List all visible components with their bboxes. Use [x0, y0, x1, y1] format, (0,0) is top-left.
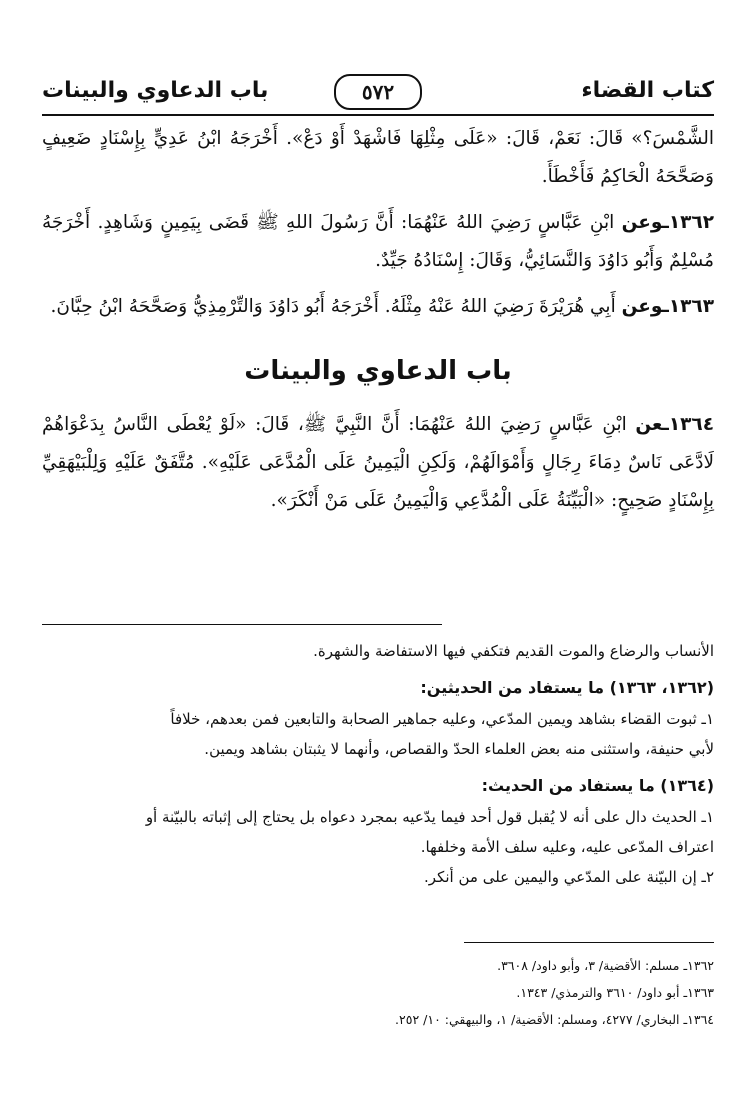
commentary-lead: الأنساب والرضاع والموت القديم فتكفي فيها الاستفاضة والشهرة.	[313, 642, 714, 660]
footnotes	[42, 952, 714, 1033]
footnotes-divider	[464, 942, 714, 943]
commentary-item: ٢ـ إن البيّنة على المدّعي واليمين على من أنكر.	[424, 868, 714, 886]
footnote: ١٣٦٣ـ أبو داود/ ٣٦١٠ والترمذي/ ١٣٤٣.	[516, 985, 714, 1000]
hadith-text: ابْنِ عَبَّاسٍ رَضِيَ اللهُ عَنْهُمَا: أَنَّ رَسُولَ اللهِ ﷺ قَضَى بِيَمِينٍ وَشَاهِدٍ. أَخْرَجَهُ مُسْلِمٌ وَأَبُو دَاوُدَ وَالنَّسَائِيُّ، وَقَالَ: إِسْنَادُهُ جَيِّدٌ.	[42, 212, 714, 271]
book-chapter-title: كتاب القضاء	[581, 78, 714, 103]
notes-divider	[42, 624, 442, 625]
section-running-title: باب الدعاوي والبينات	[42, 78, 269, 103]
hadith-number: ١٣٦٣ـ	[662, 296, 714, 317]
page-header	[42, 74, 714, 116]
hadith-1363	[42, 288, 714, 326]
hadith-intro: وعن	[621, 212, 663, 233]
footnote: ١٣٦٢ـ مسلم: الأقضية/ ٣، وأبو داود/ ٣٦٠٨.	[497, 958, 714, 973]
commentary-heading-1: (١٣٦٢، ١٣٦٣) ما يستفاد من الحديثين:	[420, 678, 714, 697]
footnote: ١٣٦٤ـ البخاري/ ٤٢٧٧، ومسلم: الأقضية/ ١، والبيهقي: ١٠/ ٢٥٢.	[395, 1012, 714, 1027]
hadith-text: أَبِي هُرَيْرَةَ رَضِيَ اللهُ عَنْهُ مِثْلَهُ. أَخْرَجَهُ أَبُو دَاوُدَ وَالتِّرْمِذِيُّ وَصَحَّحَهُ ابْنُ حِبَّانَ.	[50, 296, 622, 317]
hadith-1364	[42, 406, 714, 520]
commentary-heading-2: (١٣٦٤) ما يستفاد من الحديث:	[481, 776, 714, 795]
commentary-item: ١ـ الحديث دال على أنه لا يُقبل قول أحد فيما يدّعيه بمجرد دعواه بل يحتاج إلى إثباته بالبيّنة أو	[145, 808, 714, 826]
commentary-item: لأبي حنيفة، واستثنى منه بعض العلماء الحدّ والقصاص، وأنهما لا يثبتان بشاهد ويمين.	[204, 740, 714, 758]
hadith-continuation: الشَّمْسَ؟» قَالَ: نَعَمْ، قَالَ: «عَلَى مِثْلِهَا فَاشْهَدْ أَوْ دَعْ». أَخْرَجَهُ ابْنُ عَدِيٍّ بِإِسْنَادٍ ضَعِيفٍ وَصَحَّحَهُ الْحَاكِمُ فَأَخْطَأَ.	[42, 128, 714, 187]
page-number: ٥٧٢	[334, 74, 422, 110]
section-heading: باب الدعاوي والبينات	[244, 356, 512, 386]
hadith-intro: عن	[635, 414, 663, 435]
main-text	[42, 120, 714, 528]
commentary	[42, 636, 714, 892]
commentary-item: اعتراف المدّعى عليه، وعليه سلف الأمة وخلفها.	[420, 838, 714, 856]
hadith-intro: وعن	[621, 296, 663, 317]
hadith-text: ابْنِ عَبَّاسٍ رَضِيَ اللهُ عَنْهُمَا: أَنَّ النَّبِيَّ ﷺ، قَالَ: «لَوْ يُعْطَى النَّاسُ بِدَعْوَاهُمْ لَادَّعَى نَاسٌ دِمَاءَ رِجَالٍ وَأَمْوَالَهُمْ، وَلَكِنِ الْيَمِينُ عَلَى الْمُدَّعَى عَلَيْهِ». مُتَّفَقٌ عَلَيْهِ وَلِلْبَيْهَقِيِّ بِإِسْنَادٍ صَحِيحٍ: «الْبَيِّنَةُ عَلَى الْمُدَّعِي وَالْيَمِينُ عَلَى مَنْ أَنْكَرَ».	[42, 414, 714, 511]
hadith-1362	[42, 204, 714, 280]
hadith-number: ١٣٦٤ـ	[662, 414, 714, 435]
hadith-number: ١٣٦٢ـ	[662, 212, 714, 233]
commentary-item: ١ـ ثبوت القضاء بشاهد ويمين المدّعي، وعليه جماهير الصحابة والتابعين فمن بعدهم، خلافاً	[170, 710, 714, 728]
